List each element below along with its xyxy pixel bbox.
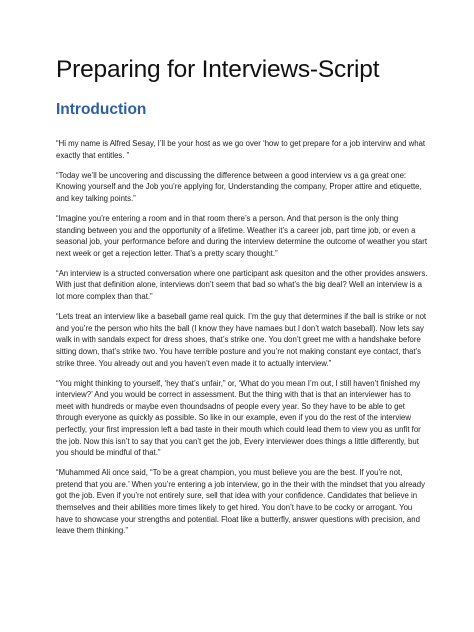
- paragraph-2: “Today we’ll be uncovering and discussing the difference between a good interview vs a ga great one: Knowing yourself and the Job you’re applying for, Understanding the company, Proper attire and etiquette, and key talking points.”: [56, 170, 422, 203]
- paragraph-3: “Imagine you’re entering a room and in that room there’s a person. And that person is the only thing standing between you and the opportunity of a lifetime. Weather it’s a career job, part time job, or even a seasonal job, your performance before and during the interview determine the outcome of weather you start next week or get a rejection letter. That’s a pretty scary thought.”: [56, 213, 427, 258]
- paragraph-4: “An interview is a structed conversation where one participant ask quesiton and the other provides answers. With just that definition alone, interviews don’t seem that bad so what’s the big deal? Well an interview is a lot more complex than that.”: [56, 268, 428, 302]
- section-heading-introduction: Introduction: [56, 101, 147, 118]
- paragraph-5: “Lets treat an interview like a baseball game real quick. I’m the guy that determines if the ball is strike or not and you’re the person who hits the ball (I know they have namaes but I don’t watch baseball). Now lets say walk in with sandals expect for dress shoes, that’s strike one. You don’t greet me with a handshake before sitting down, that’s strike two. You have terrible posture and you’re not making constant eye contact, that’s strike three. You already out and you haven’t even made it to actually interview.”: [56, 312, 427, 368]
- document-title: Preparing for Interviews-Script: [56, 56, 380, 83]
- paragraph-7: “Muhammed Ali once said, “To be a great champion, you must believe you are the best. If you’re not, pretend that you are.’ When you’re entering a job interview, go in the their with the mindset that you already got the job. Even if you’re not entirely sure, sell that idea with your confidence. Candidates that believe in themselves and their abilities more times likely to get hired. You don’t have to be cocky or arrogant. You have to showcase your strengths and potential. Float like a butterfly, answer questions with precision, and leave them thinking.”: [56, 468, 425, 536]
- paragraph-1: “Hi my name is Alfred Sesay, I’ll be your host as we go over ‘how to get prepare for a job intervirw and what exactly that entitles. ”: [56, 139, 426, 160]
- document-body: [56, 138, 428, 545]
- paragraph-6: “You might thinking to yourself, ‘hey that’s unfair,” or, ‘What do you mean I’m out, I still haven’t finished my interview?’ And you would be correct in assessment. But the thing with that is that an interviewer has to meet with hundreds or maybe even thoundsadns of people every year. So they have to be able to get through everyone as quickly as possible. So like in our example, even if you do the rest of the interview perfectly, your first impression left a bad taste in their mouth which could lead them to view you as unfit for the job. Now this isn’t to say that you can’t get the job, Every interviewer does things a little differently, but you should be mindful of that.”: [56, 378, 421, 458]
